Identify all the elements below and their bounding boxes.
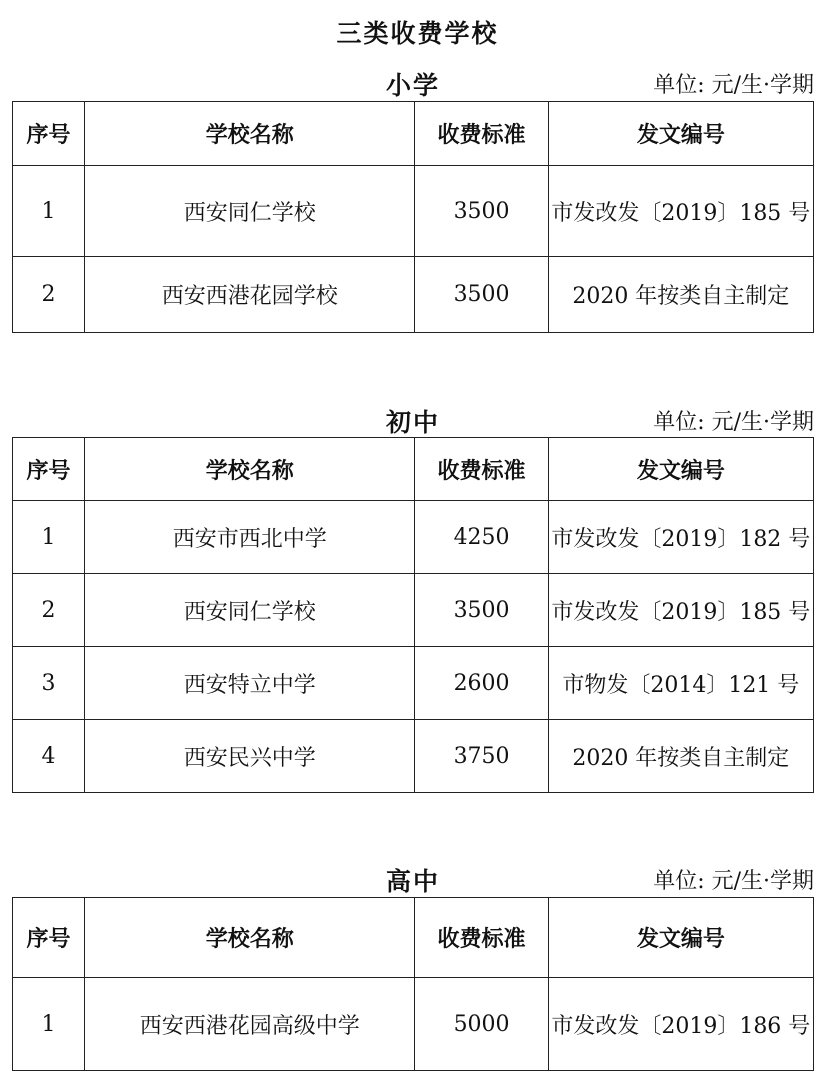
- cell-no: 4: [13, 720, 85, 793]
- cell-doc: 2020 年按类自主制定: [548, 257, 813, 333]
- cell-fee: 2600: [415, 647, 548, 720]
- header-school: 学校名称: [85, 102, 415, 166]
- cell-doc: 市发改发〔2019〕185 号: [548, 574, 813, 647]
- table-row: [13, 501, 814, 574]
- header-fee: 收费标准: [415, 898, 548, 978]
- cell-fee: 3750: [415, 720, 548, 793]
- header-fee: 收费标准: [415, 438, 548, 501]
- unit-label: 单位: 元/生·学期: [653, 869, 814, 894]
- header-no: 序号: [13, 898, 85, 978]
- cell-school: 西安西港花园学校: [85, 257, 415, 333]
- cell-doc: 市物发〔2014〕121 号: [548, 647, 813, 720]
- header-school: 学校名称: [85, 438, 415, 501]
- cell-fee: 3500: [415, 166, 548, 257]
- senior-school-table: [12, 897, 814, 1071]
- cell-no: 2: [13, 257, 85, 333]
- unit-label: 单位: 元/生·学期: [653, 410, 814, 435]
- cell-school: 西安市西北中学: [85, 501, 415, 574]
- table-row: [13, 647, 814, 720]
- cell-no: 1: [13, 501, 85, 574]
- header-school: 学校名称: [85, 898, 415, 978]
- table-header-row: [13, 438, 814, 501]
- cell-no: 1: [13, 166, 85, 257]
- unit-label: 单位: 元/生·学期: [653, 73, 814, 98]
- cell-no: 1: [13, 978, 85, 1071]
- cell-school: 西安民兴中学: [85, 720, 415, 793]
- header-doc: 发文编号: [548, 102, 813, 166]
- cell-school: 西安同仁学校: [85, 166, 415, 257]
- cell-fee: 3500: [415, 574, 548, 647]
- section-title: 初中: [385, 408, 440, 437]
- header-doc: 发文编号: [548, 438, 813, 501]
- table-row: [13, 978, 814, 1071]
- cell-doc: 市发改发〔2019〕185 号: [548, 166, 813, 257]
- header-no: 序号: [13, 438, 85, 501]
- document-title: 三类收费学校: [336, 19, 499, 48]
- cell-no: 2: [13, 574, 85, 647]
- section-header-junior: [12, 403, 814, 435]
- cell-fee: 5000: [415, 978, 548, 1071]
- header-fee: 收费标准: [415, 102, 548, 166]
- cell-school: 西安同仁学校: [85, 574, 415, 647]
- primary-school-table: [12, 101, 814, 333]
- cell-no: 3: [13, 647, 85, 720]
- junior-school-table: [12, 437, 814, 793]
- table-row: [13, 574, 814, 647]
- section-header-senior: [12, 862, 814, 894]
- section-header-primary: [12, 66, 814, 98]
- table-row: [13, 166, 814, 257]
- header-no: 序号: [13, 102, 85, 166]
- cell-fee: 4250: [415, 501, 548, 574]
- section-title: 小学: [385, 71, 440, 100]
- section-title: 高中: [385, 867, 440, 896]
- cell-doc: 市发改发〔2019〕182 号: [548, 501, 813, 574]
- cell-doc: 市发改发〔2019〕186 号: [548, 978, 813, 1071]
- cell-doc: 2020 年按类自主制定: [548, 720, 813, 793]
- table-header-row: [13, 102, 814, 166]
- table-row: [13, 720, 814, 793]
- header-doc: 发文编号: [548, 898, 813, 978]
- cell-school: 西安西港花园高级中学: [85, 978, 415, 1071]
- cell-school: 西安特立中学: [85, 647, 415, 720]
- table-header-row: [13, 898, 814, 978]
- table-row: [13, 257, 814, 333]
- cell-fee: 3500: [415, 257, 548, 333]
